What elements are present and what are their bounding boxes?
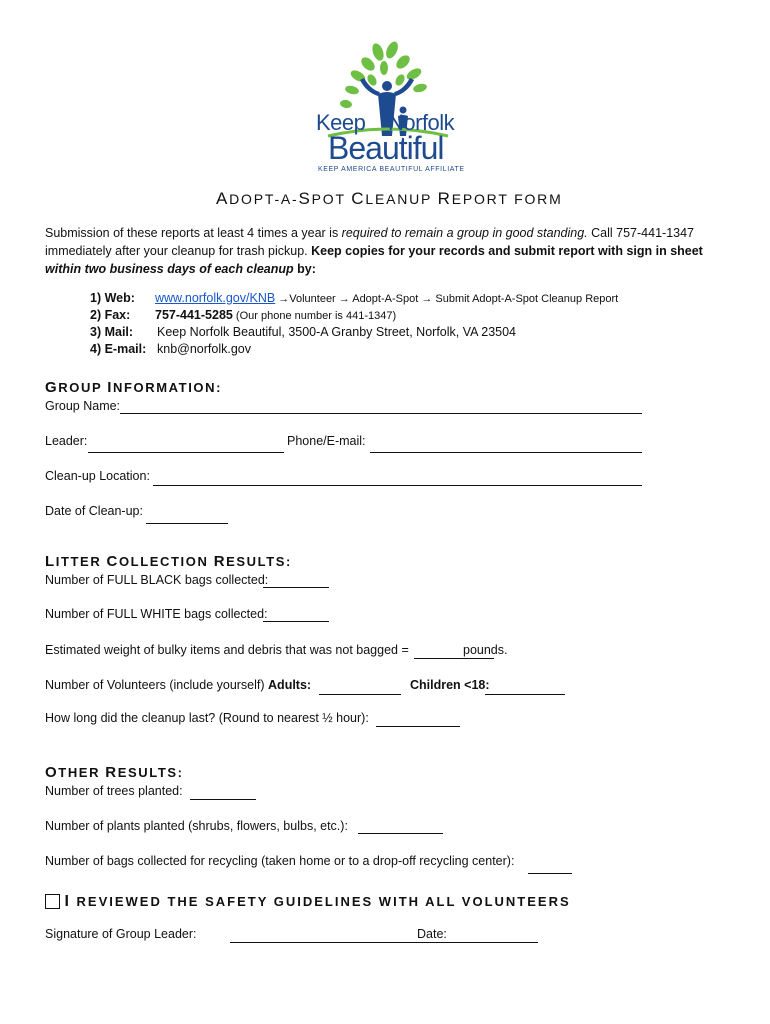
bulky-weight-label: Estimated weight of bulky items and debris that was not bagged = xyxy=(45,643,409,657)
submit-mail-value: Keep Norfolk Beautiful, 3500-A Granby Street, Norfolk, VA 23504 xyxy=(157,325,517,339)
black-bags-label: Number of FULL BLACK bags collected: xyxy=(45,573,269,587)
intro-line-3: within two business days of each cleanup by: xyxy=(45,262,316,276)
children-field[interactable] xyxy=(485,681,565,695)
safety-acknowledgement xyxy=(45,893,571,911)
leader-label: Leader: xyxy=(45,434,88,448)
location-field[interactable] xyxy=(153,472,642,486)
submit-mail-label: 3) Mail: xyxy=(90,325,134,339)
leader-field[interactable] xyxy=(88,439,284,453)
white-bags-label: Number of FULL WHITE bags collected: xyxy=(45,607,268,621)
submit-email-label: 4) E-mail: xyxy=(90,342,147,356)
phone-email-field[interactable] xyxy=(370,439,642,453)
duration-label: How long did the cleanup last? (Round to nearest ½ hour): xyxy=(45,711,369,725)
submit-web-value: www.norfolk.gov/KNB →Volunteer → Adopt-A-Spot → Submit Adopt-A-Spot Cleanup Report xyxy=(155,291,619,305)
intro-line-1: Submission of these reports at least 4 times a year is required to remain a group in good standing. Call 757-441-1347 xyxy=(45,226,694,240)
recycling-field[interactable] xyxy=(528,860,572,874)
children-label: Children <18: xyxy=(410,678,490,692)
logo-wordmark-beautiful: Beautiful xyxy=(328,130,444,166)
black-bags-field[interactable] xyxy=(263,574,329,588)
safety-label: I REVIEWED THE SAFETY GUIDELINES WITH ALL VOLUNTEERS xyxy=(64,893,571,910)
submit-fax-value: 757-441-5285 (Our phone number is 441-1347) xyxy=(155,308,397,322)
date-label: Date of Clean-up: xyxy=(45,504,143,518)
submit-fax-label: 2) Fax: xyxy=(90,308,131,322)
logo-wordmark-norfolk: Norfolk xyxy=(388,110,455,135)
logo xyxy=(308,40,468,180)
signature-label: Signature of Group Leader: xyxy=(45,927,197,941)
signature-field[interactable] xyxy=(230,929,418,943)
norfolk-knb-link[interactable]: www.norfolk.gov/KNB xyxy=(155,291,276,305)
page-title: ADOPT-A-SPOT CLEANUP REPORT FORM xyxy=(216,189,563,208)
location-label: Clean-up Location: xyxy=(45,469,150,483)
signature-date-label: Date: xyxy=(417,927,447,941)
white-bags-field[interactable] xyxy=(263,608,329,622)
adults-field[interactable] xyxy=(319,681,401,695)
phone-email-label: Phone/E-mail: xyxy=(287,434,366,448)
signature-date-field[interactable] xyxy=(418,929,538,943)
group-name-field[interactable] xyxy=(120,400,642,414)
logo-tagline: KEEP AMERICA BEAUTIFUL AFFILIATE xyxy=(318,166,465,173)
recycling-label: Number of bags collected for recycling (taken home or to a drop-off recycling center): xyxy=(45,854,515,868)
safety-checkbox[interactable] xyxy=(45,894,60,909)
plants-field[interactable] xyxy=(358,820,443,834)
submit-web-label: 1) Web: xyxy=(90,291,135,305)
trees-field[interactable] xyxy=(190,786,256,800)
group-info-heading: GROUP INFORMATION: xyxy=(45,379,223,396)
logo-wordmark-keep: Keep xyxy=(316,110,366,135)
submit-email-value: knb@norfolk.gov xyxy=(157,342,251,356)
plants-label: Number of plants planted (shrubs, flowers, bulbs, etc.): xyxy=(45,819,348,833)
duration-field[interactable] xyxy=(376,713,460,727)
intro-line-2: immediately after your cleanup for trash pickup. Keep copies for your records and submit report with sign in sheet xyxy=(45,244,703,258)
volunteers-label: Number of Volunteers (include yourself) Adults: xyxy=(45,678,312,692)
pounds-label: pounds. xyxy=(463,643,508,657)
date-field[interactable] xyxy=(146,510,228,524)
other-results-heading: OTHER RESULTS: xyxy=(45,764,184,781)
trees-label: Number of trees planted: xyxy=(45,784,183,798)
group-name-label: Group Name: xyxy=(45,399,121,413)
litter-results-heading: LITTER COLLECTION RESULTS: xyxy=(45,553,292,570)
